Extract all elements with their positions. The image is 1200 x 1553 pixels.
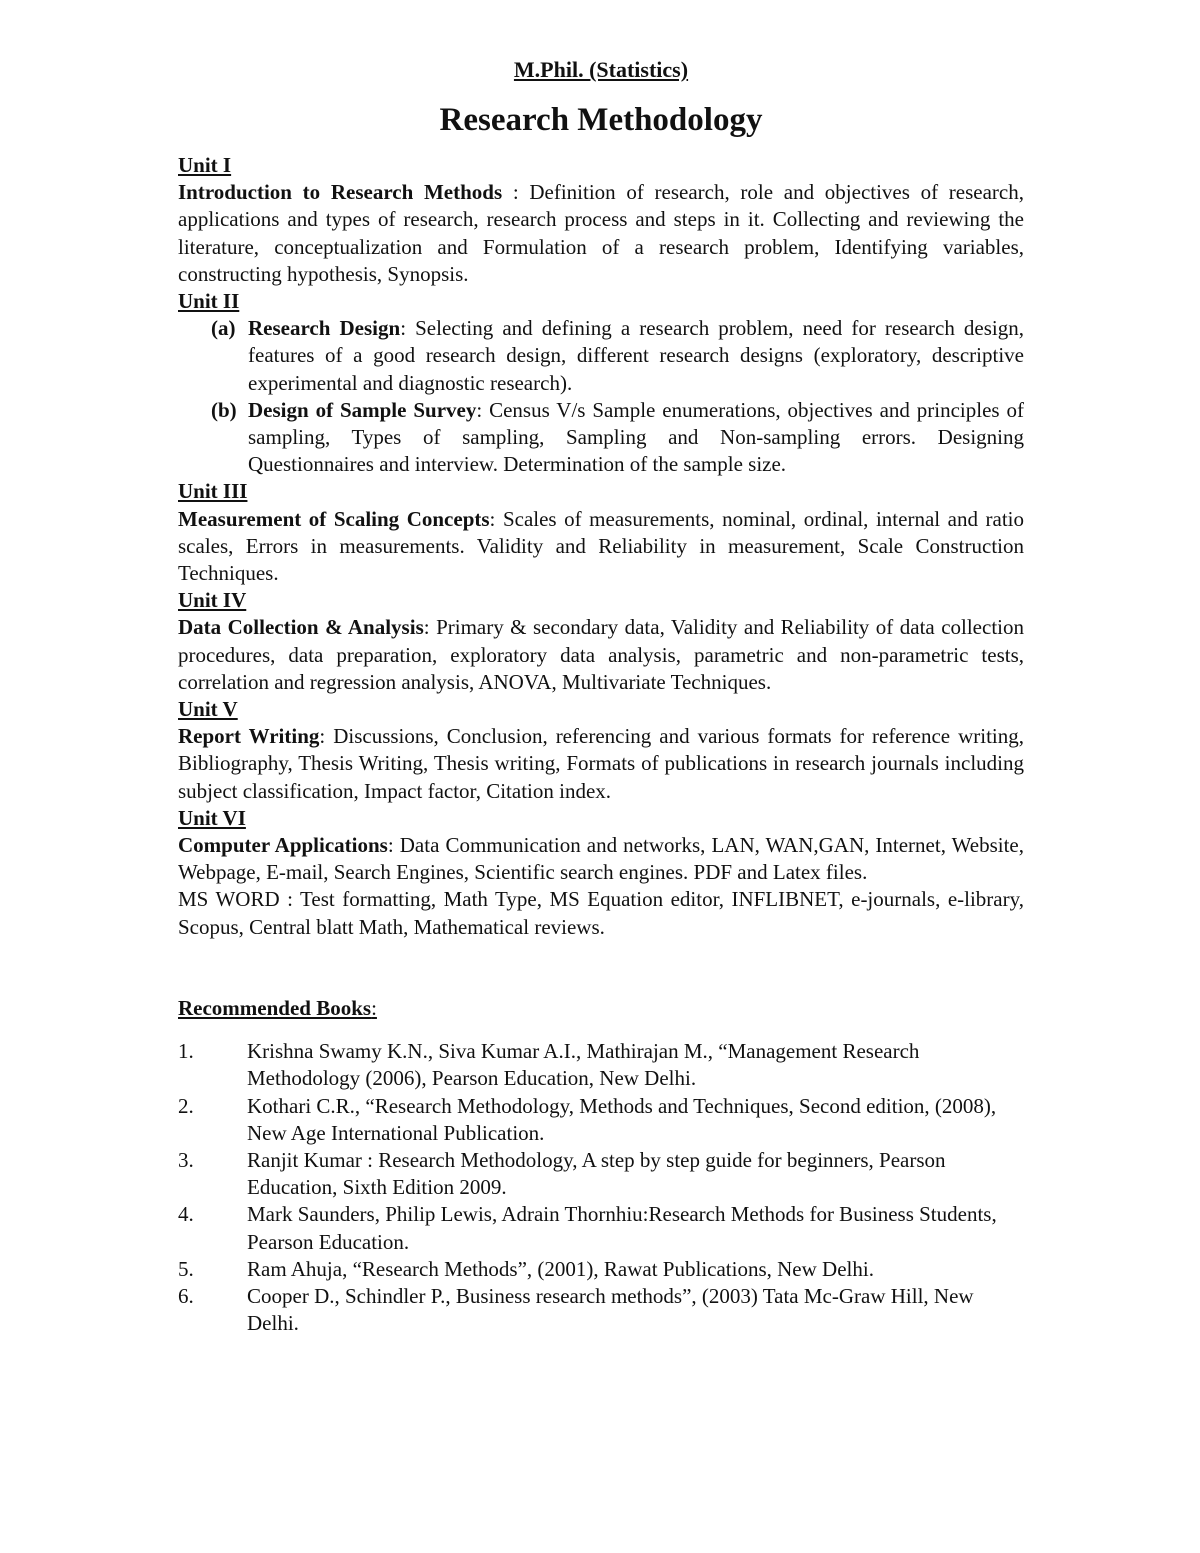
book-citation: Ranjit Kumar : Research Methodology, A step by step guide for beginners, Pearson Education, Sixth Edition 2009. <box>247 1147 946 1200</box>
unit-2-subitem-a <box>178 315 1024 397</box>
book-citation: Ram Ahuja, “Research Methods”, (2001), Rawat Publications, New Delhi. <box>247 1256 874 1281</box>
unit-3-description <box>178 506 1024 588</box>
unit-4-section <box>178 587 1024 696</box>
unit-5-section <box>178 696 1024 805</box>
unit-5-separator: : <box>319 724 334 749</box>
unit-2b-separator: : <box>476 397 490 422</box>
book-number: 5. <box>178 1256 194 1281</box>
unit-1-topic: Introduction to Research Methods <box>178 180 503 205</box>
unit-2a-text: Selecting and defining a research problem, need for research design, features of a good research design, different research designs (exploratory, descriptive experimental and diagnostic research). <box>248 316 1025 395</box>
unit-1-text: Definition of research, role and objectives of research, applications and types of research, research process and steps in it. Collecting and reviewing the literature, conceptualization and Formulation of a research problem, Identifying variables, constructing hypothesis, Synopsis. <box>178 180 1024 286</box>
unit-1-section <box>178 152 1024 288</box>
unit-5-topic: Report Writing <box>178 724 320 749</box>
unit-3-text: Scales of measurements, nominal, ordinal, internal and ratio scales, Errors in measurements. Validity and Reliability in measurement, Scale Construction Techniques. <box>178 506 1025 586</box>
book-item <box>178 1093 1024 1147</box>
book-number: 6. <box>178 1283 194 1308</box>
document-body <box>178 56 1024 1337</box>
subitem-marker: (a) <box>211 316 236 341</box>
unit-5-heading: Unit V <box>178 697 238 722</box>
book-item <box>178 1256 1024 1283</box>
books-heading <box>178 995 1024 1022</box>
unit-6-separator: : <box>387 833 400 858</box>
unit-2a-topic: Research Design <box>248 316 401 341</box>
unit-6-text: Data Communication and networks, LAN, WAN,GAN, Internet, Website, Webpage, E-mail, Search Engines, Scientific search engines. PDF and Latex files. <box>178 833 1024 885</box>
book-number: 4. <box>178 1202 194 1227</box>
book-number: 2. <box>178 1093 194 1118</box>
unit-1-heading: Unit I <box>178 153 232 177</box>
book-citation: Mark Saunders, Philip Lewis, Adrain Thornhiu:Research Methods for Business Students, Pearson Education. <box>247 1202 997 1254</box>
unit-6-heading: Unit VI <box>178 805 246 830</box>
unit-6-topic: Computer Applications <box>178 833 388 858</box>
unit-3-heading: Unit III <box>178 479 248 504</box>
unit-6-section <box>178 805 1024 941</box>
unit-2a-separator: : <box>400 316 416 341</box>
recommended-books-section <box>178 995 1024 1337</box>
unit-3-separator: : <box>489 506 503 531</box>
unit-3-topic: Measurement of Scaling Concepts <box>178 506 490 531</box>
course-heading: M.Phil. (Statistics) <box>513 57 689 82</box>
unit-4-text: Primary & secondary data, Validity and Reliability of data collection procedures, data preparation, exploratory data analysis, parametric and non-parametric tests, correlation and regression analysis, ANOVA, Multivariate Techniques. <box>178 615 1024 694</box>
unit-1-description <box>178 179 1024 288</box>
unit-2-heading: Unit II <box>178 289 240 314</box>
unit-4-topic: Data Collection & Analysis <box>178 615 424 640</box>
unit-2b-text: Census V/s Sample enumerations, objectives and principles of sampling, Types of sampling, Sampling and Non-sampling errors. Designing Questionnaires and interview. Determination of the sample size. <box>248 397 1024 477</box>
book-item <box>178 1283 1024 1337</box>
unit-5-text: Discussions, Conclusion, referencing and various formats for reference writing, Bibliography, Thesis Writing, Thesis writing, Formats of publications in research journals including subject classification, Impact factor, Citation index. <box>178 724 1024 803</box>
book-item <box>178 1147 1024 1201</box>
books-heading-colon: : <box>371 995 377 1020</box>
unit-6-description <box>178 832 1024 886</box>
unit-3-section <box>178 478 1024 587</box>
unit-4-description <box>178 614 1024 696</box>
book-item <box>178 1038 1024 1092</box>
unit-2-section <box>178 288 1024 478</box>
unit-6-ms-word-text: MS WORD : Test formatting, Math Type, MS Equation editor, INFLIBNET, e-journals, e-library, Scopus, Central blatt Math, Mathematical reviews. <box>178 887 1024 939</box>
book-number: 1. <box>178 1039 194 1064</box>
unit-4-heading: Unit IV <box>178 588 247 613</box>
book-citation: Krishna Swamy K.N., Siva Kumar A.I., Mathirajan M., “Management Research Methodology (2006), Pearson Education, New Delhi. <box>247 1039 920 1091</box>
subitem-marker: (b) <box>211 397 237 422</box>
unit-2b-topic: Design of Sample Survey <box>248 397 477 422</box>
book-citation: Cooper D., Schindler P., Business research methods”, (2003) Tata Mc-Graw Hill, New Delhi. <box>247 1283 974 1336</box>
unit-1-separator: : <box>502 180 530 205</box>
unit-2-subitem-b <box>178 397 1024 479</box>
book-citation: Kothari C.R., “Research Methodology, Methods and Techniques, Second edition, (2008), New Age International Publication. <box>247 1093 997 1145</box>
books-heading-label: Recommended Books <box>178 995 372 1020</box>
unit-5-description <box>178 723 1024 805</box>
book-item <box>178 1201 1024 1255</box>
unit-4-separator: : <box>423 615 437 640</box>
book-number: 3. <box>178 1147 194 1172</box>
page-title: Research Methodology <box>439 102 763 138</box>
